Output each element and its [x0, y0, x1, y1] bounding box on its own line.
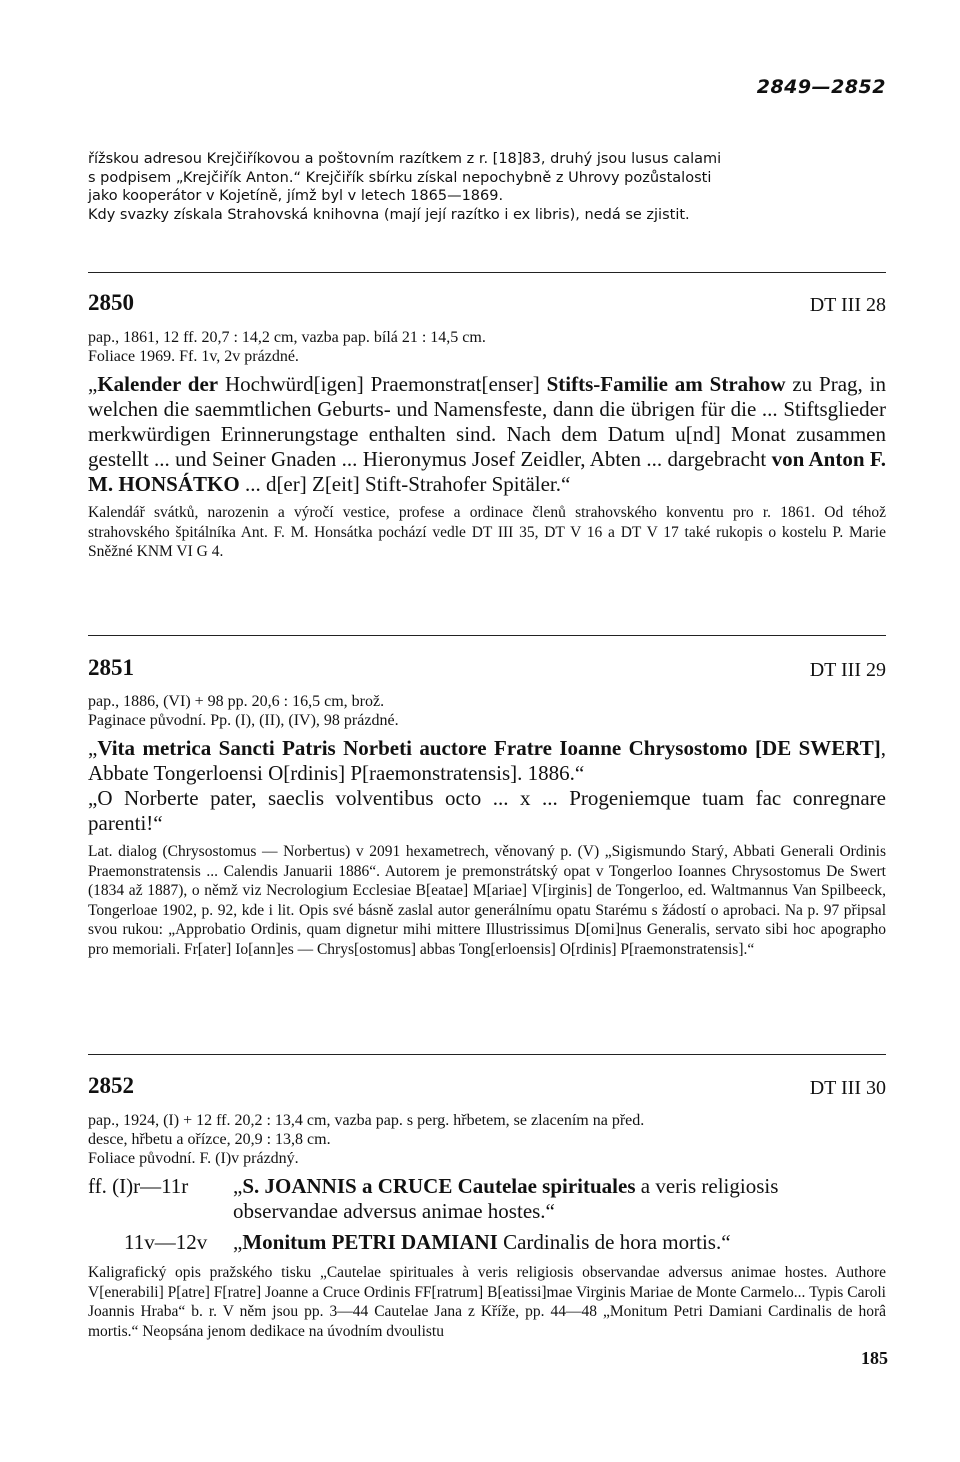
- physical-description: [88, 692, 886, 730]
- section-divider: [88, 1054, 886, 1055]
- entry-number: 2852: [88, 1073, 134, 1098]
- item-title: „Monitum PETRI DAMIANI Cardinalis de hora mortis.“: [233, 1230, 731, 1254]
- physical-line: Foliace 1969. Ff. 1v, 2v prázdné.: [88, 348, 299, 365]
- physical-description: [88, 328, 886, 366]
- folio-range: 11v—12v: [124, 1230, 208, 1254]
- section-divider: [88, 272, 886, 273]
- shelf-mark: DT III 30: [809, 1077, 886, 1099]
- content-item: [88, 1174, 886, 1224]
- folio-range: ff. (I)r—11r: [88, 1174, 189, 1198]
- intro-line: řížskou adresou Krejčiříkovou a poštovním razítkem z r. [18]83, druhý jsou lusus calami: [88, 151, 722, 167]
- physical-line: pap., 1861, 12 ff. 20,7 : 14,2 cm, vazba pap. bílá 21 : 14,5 cm.: [88, 329, 486, 346]
- entry-note: Lat. dialog (Chrysostomus — Norbertus) v 2091 hexametrech, věnovaný p. (V) „Sigismundo Starý, Abbati Generali Ordinis Praemonstratensis ... Calendis Januarii 1886“. Autorem je premonstrátský opat v Tongerloo Ioannes Chrysostomus De Swert (1834 až 1887), o němž viz Necrologium Ecclesiae B[eatae] M[ariae] V[irginis] de Tongerloo, ed. Waltmannus Van Spilbeeck, Tongerloae 1902, p. 92, kde i lit. Opis své básně zaslal autor generálnímu opatu Starému s žádostí o aprobaci. Na p. 97 připsal svou rukou: „Approbatio Ordinis, quam dignetur mihi mittere Illustrissimus D[omi]nus Generalis, servato sibi hoc apographo pro memoriali. Fr[ater] Io[ann]es — Chrys[ostomus] abbas Tong[erloensis] O[rdinis] P[raemonstratensis].“: [88, 843, 886, 958]
- entry-header: [88, 290, 886, 320]
- entry-number: 2851: [88, 655, 134, 680]
- physical-line: Paginace původní. Pp. (I), (II), (IV), 98 prázdné.: [88, 712, 399, 729]
- shelf-mark: DT III 28: [809, 294, 886, 316]
- entry-2850-body: [88, 328, 886, 562]
- entry-2852-body: [88, 1111, 886, 1341]
- entry-note: Kaligrafický opis pražského tisku „Cautelae spirituales à veris religiosis observandae adversus animae hostes. Authore V[enerabili] P[atre] F[ratre] Joanne a Cruce Ordinis FF[ratrum] B[eatissi]mae Virginis Mariae de Monte Carmelo... Typis Caroli Joannis Hraba“ b. r. V něm jsou pp. 3—44 Cautelae Jana z Kříže, pp. 44—48 „Monitum Petri Damiani Cardinalis de horâ mortis.“ Neopsána jenom dedikace na úvodním dvoulistu: [88, 1264, 886, 1340]
- entry-2851-body: [88, 692, 886, 960]
- work-title: „Kalender der Hochwürd[igen] Praemonstrat[enser] Stifts-Familie am Strahow zu Prag, in welchen die saemmtlichen Geburts- und Namensfeste, dann die übrigen für die ... Stiftsglieder merkwürdigen Erinnerungstage enthalten sind. Nach dem Datum u[nd] Monat zusammen gestellt ... und Seiner Gnaden ... Hieronymus Josef Zeidler, Abten ... dargebracht von Anton F. M. HONSÁTKO ... d[er] Z[eit] Stift-Strahofer Spitäler.“: [88, 372, 887, 496]
- incipit: „O Norberte pater, saeclis volventibus octo ... x ... Progeniemque tuam fac conregnare parenti!“: [88, 786, 886, 835]
- running-head: 2849—2852: [756, 76, 886, 98]
- intro-line: Kdy svazky získala Strahovská knihovna (mají její razítko i ex libris), nedá se zjistit.: [88, 206, 690, 223]
- intro-line: s podpisem „Krejčiřík Anton.“ Krejčiřík sbírku získal nepochybně z Uhrovy pozůstalosti: [88, 169, 712, 186]
- page-number: 185: [861, 1348, 888, 1368]
- item-title: „S. JOANNIS a CRUCE Cautelae spirituales a veris religiosis observandae adversus animae hostes.“: [233, 1174, 779, 1223]
- entry-header: [88, 1073, 886, 1103]
- entry-note: Kalendář svátků, narozenin a výročí vestice, profese a ordinace členů strahovského konventu pro r. 1861. Od téhož strahovského špitálníka Ant. F. M. Honsátka pochází vedle DT III 35, DT V 16 a DT V 17 také rukopis o kostelu P. Marie Sněžné KNM VI G 4.: [88, 504, 886, 561]
- physical-line: desce, hřbetu a ořízce, 20,9 : 13,8 cm.: [88, 1131, 331, 1148]
- content-item: [88, 1230, 886, 1255]
- intro-line: jako kooperátor v Kojetíně, jímž byl v letech 1865—1869.: [88, 188, 504, 204]
- section-divider: [88, 635, 886, 636]
- work-title: „Vita metrica Sancti Patris Norbeti auctore Fratre Ioanne Chrysostomo [DE SWERT], Abbate Tongerloensi O[rdinis] P[raemonstratensis]. 1886.“: [88, 736, 886, 785]
- intro-paragraph: [88, 150, 886, 224]
- physical-description: [88, 1111, 886, 1168]
- physical-line: pap., 1886, (VI) + 98 pp. 20,6 : 16,5 cm, brož.: [88, 693, 385, 710]
- entry-header: [88, 655, 886, 685]
- entry-number: 2850: [88, 290, 134, 315]
- physical-line: Foliace původní. F. (I)v prázdný.: [88, 1150, 299, 1167]
- physical-line: pap., 1924, (I) + 12 ff. 20,2 : 13,4 cm, vazba pap. s perg. hřbetem, se zlacením na před.: [88, 1112, 645, 1129]
- shelf-mark: DT III 29: [809, 659, 886, 681]
